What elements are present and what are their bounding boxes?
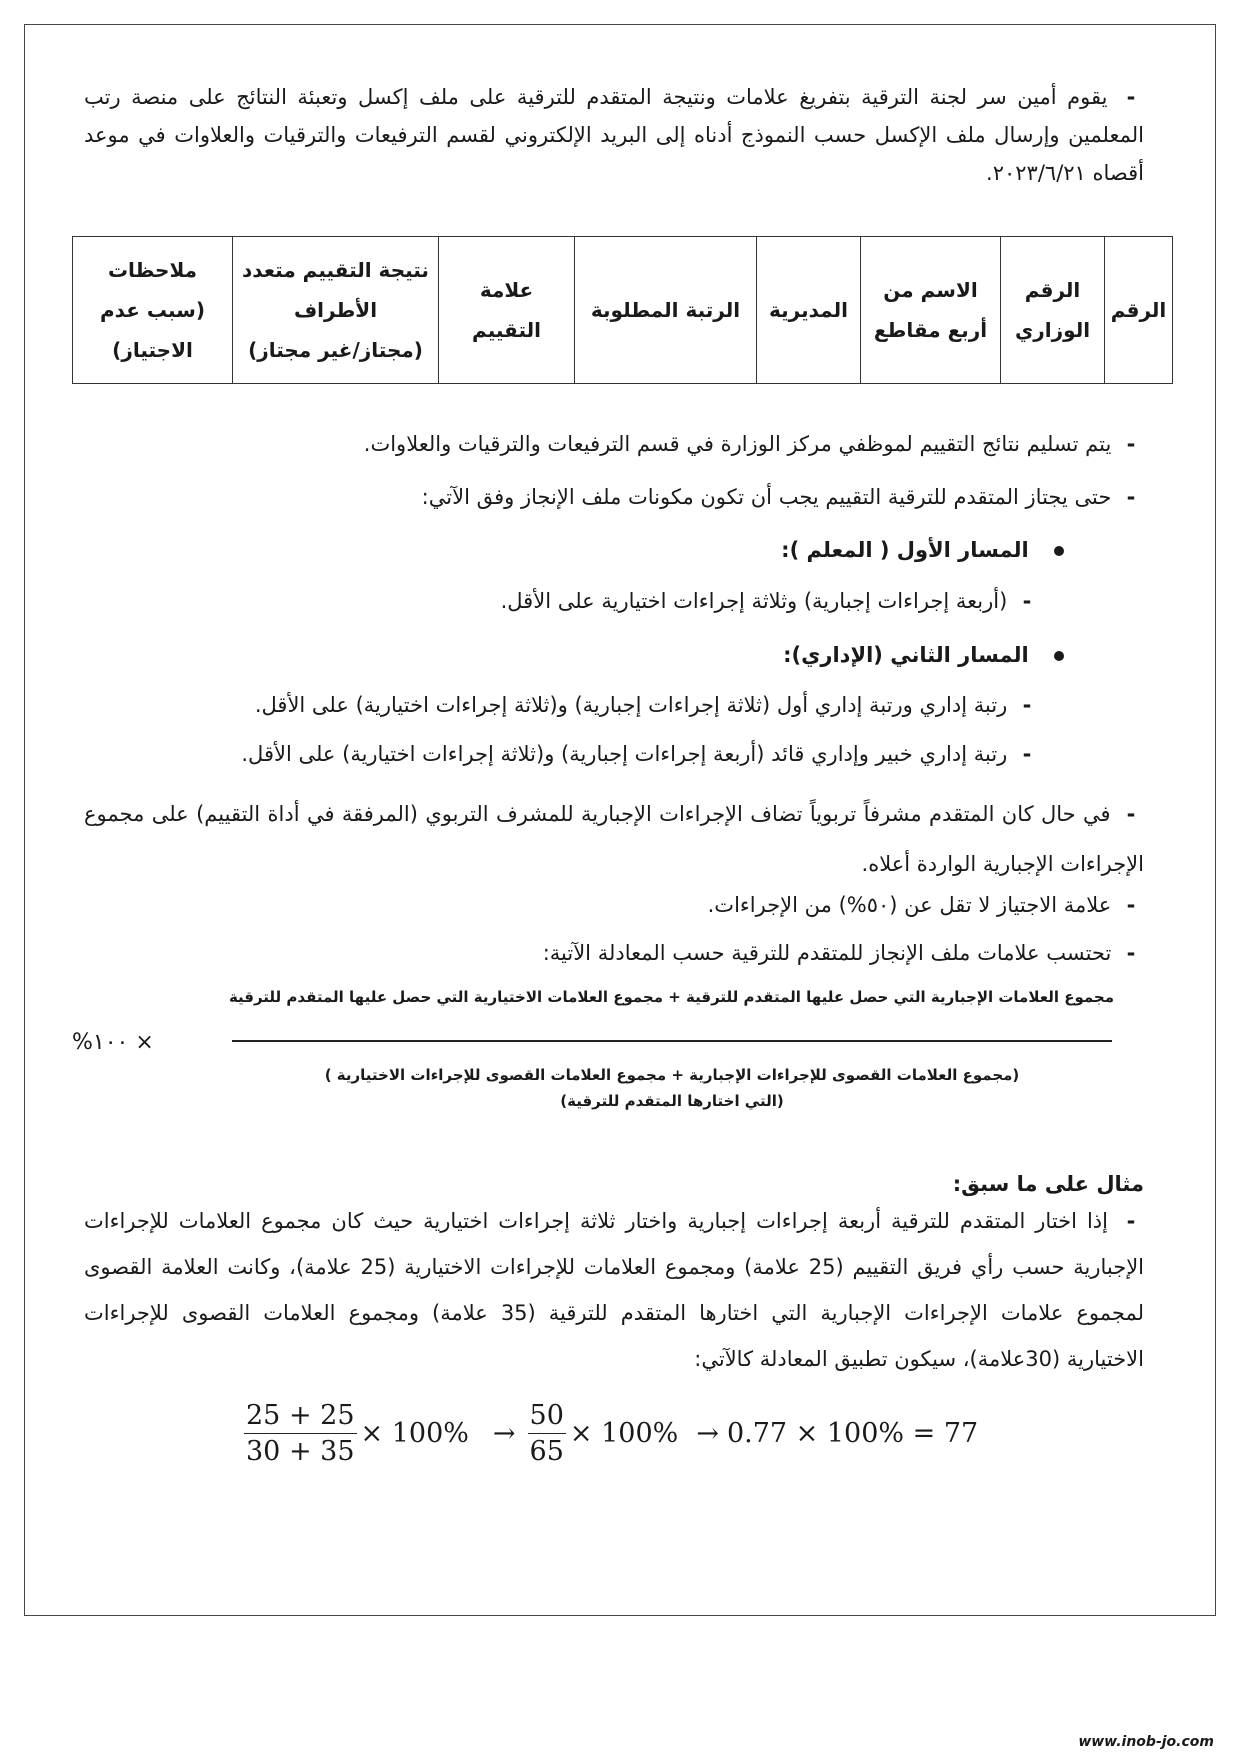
formula-numerator: مجموع العلامات الإجبارية التي حصل عليها المتقدم للترقية + مجموع العلامات الاختيارية التي حصل عليها المتقدم للترقية [228,988,1114,1006]
table-header-row [73,237,1173,384]
formula-denominator-line2: (التي اختارها المتقدم للترقية) [560,1092,784,1110]
formula-multiplier: × ١٠٠% [72,1030,154,1055]
list-item: - علامة الاجتياز لا تقل عن (٥٠%) من الإجراءات. [707,893,1136,917]
header-directorate: المديرية [757,237,861,384]
track2-title: المسار الثاني (الإداري): [783,643,1070,667]
list-item: - يتم تسليم نتائج التقييم لموظفي مركز الوزارة في قسم الترفيعات والترقيات والعلاوات. [363,432,1136,456]
header-evaluation-result: نتيجة التقييم متعدد الأطراف (مجتاز/غير مجتاز) [233,237,439,384]
header-ministry-number: الرقم الوزاري [1001,237,1105,384]
track1-title: المسار الأول ( المعلم ): [781,538,1070,562]
formula-divider [232,1040,1112,1042]
intro-text: يقوم أمين سر لجنة الترقية بتفريغ علامات ونتيجة المتقدم للترقية على ملف إكسل وتعبئة النتائج على منصة رتب المعلمين وإرسال ملف الإكسل حسب النموذج أدناه إلى البريد الإلكتروني لقسم الترفيعات والترقيات والعلاوات في موعد أقصاه ٢٠٢٣/٦/٢١. [84,85,1144,185]
list-item: - (أربعة إجراءات إجبارية) وثلاثة إجراءات اختيارية على الأقل. [500,589,1032,613]
website-footer: www.inob-jo.com [1078,1734,1214,1750]
fraction-1: $\frac{25 + 25}{30 + 35}$ [246,1400,355,1467]
supervisor-paragraph: - في حال كان المتقدم مشرفاً تربوياً تضاف الإجراءات الإجبارية للمشرف التربوي (المرفقة في أداة التقييم) على مجموع الإجراءات الإجبارية الواردة أعلاه. [84,802,1144,876]
times-1: × 100% [360,1418,469,1449]
arrow-2: → [696,1418,719,1449]
result: 0.77 × 100% = 77 [726,1418,979,1449]
arrow-1: → [492,1418,516,1449]
intro-paragraph [84,78,1144,192]
results-table [72,236,1173,384]
example-equation [240,1400,978,1467]
header-full-name: الاسم من أربع مقاطع [861,237,1001,384]
list-item: - حتى يجتاز المتقدم للترقية التقييم يجب أن تكون مكونات ملف الإنجاز وفق الآتي: [421,485,1136,509]
header-evaluation-mark: علامة التقييم [439,237,575,384]
header-requested-rank: الرتبة المطلوبة [575,237,757,384]
header-notes: ملاحظات (سبب عدم الاجتياز) [73,237,233,384]
dash-bullet: - [1126,85,1136,109]
example-title: مثال على ما سبق: [952,1172,1144,1196]
bullet-dot-icon [1048,540,1070,562]
bullet-dot-icon [1048,645,1070,667]
list-item: - تحتسب علامات ملف الإنجاز للمتقدم للترقية حسب المعادلة الآتية: [542,941,1136,965]
header-serial: الرقم [1105,237,1173,384]
list-item: - رتبة إداري ورتبة إداري أول (ثلاثة إجراءات إجبارية) و(ثلاثة إجراءات اختيارية) على الأقل. [254,693,1032,717]
formula-denominator-line1: (مجموع العلامات القصوى للإجراءات الإجبارية + مجموع العلامات القصوى للإجراءات الاختيارية ) [324,1066,1020,1084]
list-item: - رتبة إداري خبير وإداري قائد (أربعة إجراءات إجبارية) و(ثلاثة إجراءات اختيارية) على الأقل. [241,742,1032,766]
times-2: × 100% [569,1418,679,1449]
fraction-2: $\frac{50}{65}$ [529,1400,564,1467]
example-paragraph: - إذا اختار المتقدم للترقية أربعة إجراءات إجبارية واختار ثلاثة إجراءات اختيارية حيث كان مجموع العلامات للإجراءات الإجبارية حسب رأي فريق التقييم (25 علامة) ومجموع العلامات للإجراءات الاختيارية (25 علامة)، وكانت العلامة القصوى لمجموع علامات الإجراءات الإجبارية التي اختارها المتقدم للترقية (35 علامة) ومجموع العلامات القصوى للإجراءات الاختيارية (30علامة)، سيكون تطبيق المعادلة كالآتي: [84,1209,1145,1371]
